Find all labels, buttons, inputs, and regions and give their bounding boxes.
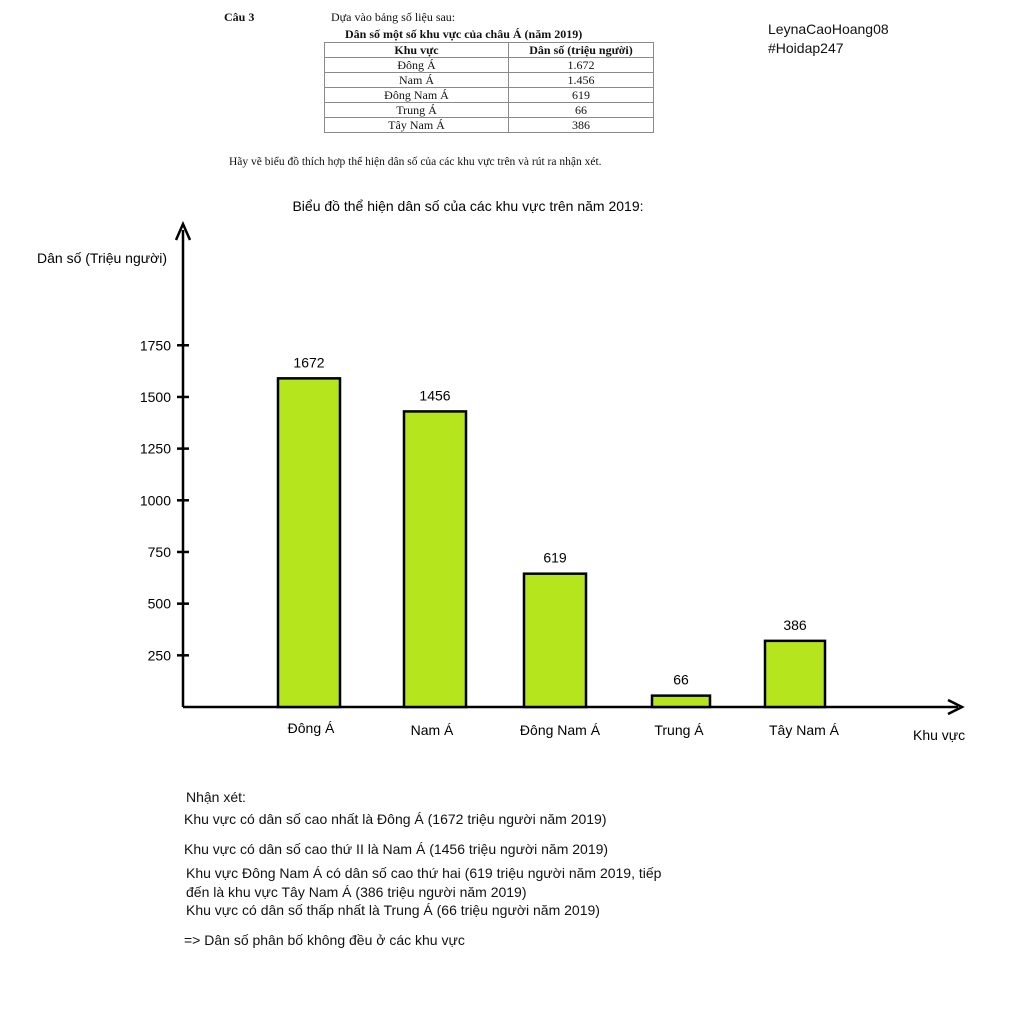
remark-line: Khu vực có dân số thấp nhất là Trung Á (66 triệu người năm 2019)	[186, 902, 600, 918]
table-cell-region: Đông Nam Á	[325, 88, 509, 103]
remark-line: Khu vực có dân số cao thứ II là Nam Á (1456 triệu người năm 2019)	[184, 841, 609, 857]
y-tick-label: 750	[147, 543, 171, 560]
question-label: Câu 3	[224, 10, 255, 24]
x-tick-label: Trung Á	[654, 722, 704, 738]
table-cell-region: Trung Á	[325, 103, 509, 118]
y-ticks	[140, 337, 189, 663]
table-cell-population: 386	[509, 118, 654, 133]
x-axis-label: Khu vực	[913, 727, 966, 743]
y-tick-label: 1500	[139, 388, 171, 405]
y-axis-label: Dân số (Triệu người)	[37, 250, 168, 266]
table-cell-region: Đông Á	[325, 58, 509, 73]
x-tick-label: Đông Á	[287, 720, 335, 736]
question-intro: Dựa vào bảng số liệu sau:	[331, 10, 456, 24]
table-cell-region: Tây Nam Á	[325, 118, 509, 133]
bar	[404, 411, 466, 707]
remarks-conclusion: => Dân số phân bố không đều ở các khu vực	[184, 932, 465, 948]
bar-value-label: 1672	[293, 354, 325, 371]
bar	[278, 378, 340, 707]
x-tick-label: Đông Nam Á	[519, 722, 601, 738]
table-cell-population: 619	[509, 88, 654, 103]
bar	[765, 641, 825, 707]
remark-line: Khu vực Đông Nam Á có dân số cao thứ hai (619 triệu người năm 2019, tiếp	[186, 865, 662, 881]
remark-line: đến là khu vực Tây Nam Á (386 triệu người năm 2019)	[186, 884, 527, 900]
x-tick-labels	[288, 720, 840, 738]
question-prompt: Hãy vẽ biểu đồ thích hợp thể hiện dân số của các khu vực trên và rút ra nhận xét.	[229, 156, 602, 168]
bar-value-label: 66	[673, 671, 689, 688]
watermark-user: LeynaCaoHoang08	[768, 21, 889, 37]
table-cell-population: 66	[509, 103, 654, 118]
column-header-population: Dân số (triệu người)	[509, 43, 654, 58]
table-cell-population: 1.672	[509, 58, 654, 73]
y-tick-label: 250	[147, 647, 171, 664]
bar-value-label: 1456	[419, 387, 451, 404]
bar	[524, 574, 586, 707]
bar	[652, 696, 710, 707]
x-tick-label: Tây Nam Á	[768, 722, 840, 738]
y-tick-label: 1750	[139, 337, 171, 354]
y-tick-label: 500	[147, 595, 171, 612]
table-cell-population: 1.456	[509, 73, 654, 88]
table-cell-region: Nam Á	[325, 73, 509, 88]
bar-value-label: 619	[543, 549, 567, 566]
remarks-heading: Nhận xét:	[186, 789, 246, 805]
x-tick-label: Nam Á	[410, 722, 454, 738]
bars	[278, 354, 825, 707]
remark-line: Khu vực có dân số cao nhất là Đông Á (1672 triệu người năm 2019)	[184, 811, 607, 827]
table-title: Dân số một số khu vực của châu Á (năm 2019)	[345, 27, 583, 41]
watermark-tag: #Hoidap247	[768, 40, 844, 56]
y-tick-label: 1250	[139, 440, 171, 457]
y-tick-label: 1000	[139, 492, 171, 509]
column-header-region: Khu vực	[325, 43, 509, 58]
chart-title: Biểu đồ thể hiện dân số của các khu vực trên năm 2019:	[292, 198, 644, 214]
bar-value-label: 386	[783, 616, 807, 633]
